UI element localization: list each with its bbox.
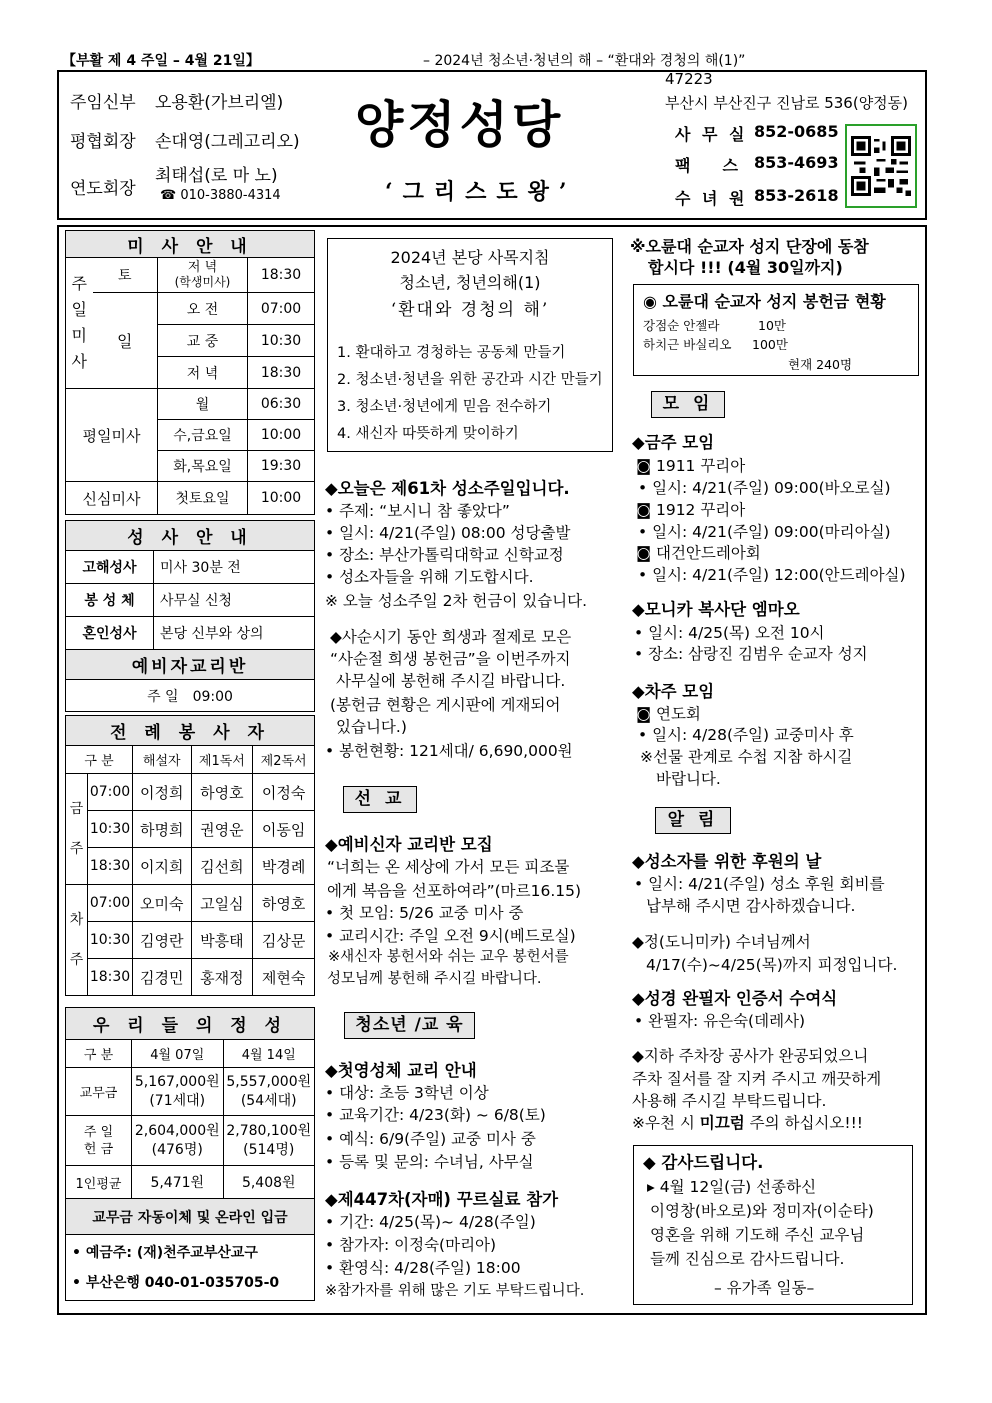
next-meeting-line: • 일시: 4/28(주일) 교중미사 후 [638,726,854,744]
offering-value: 5,557,000원 (54세대) [223,1068,315,1116]
first-communion-line: • 등록 및 문의: 수녀님, 사무실 [325,1153,534,1171]
this-week-meetings-heading: ◆금주 모임 [632,433,715,452]
lent-offering-line: ◆사순시기 동안 희생과 절제로 모은 [330,628,572,646]
meeting-line: • 일시: 4/21(주일) 09:00(바오로실) [638,479,891,497]
monica-altar-line: • 장소: 삼랑진 김범우 순교자 성지 [634,645,868,663]
vocation-line: ※ 오늘 성소주일 2차 헌금이 있습니다. [325,592,588,610]
catechumen-time: 주 일 09:00 [66,680,315,712]
sacrament-value: 미사 30분 전 [154,551,315,584]
catechumen-title: 예비자교리반 [66,650,315,680]
shrine-offering-title: ◉ 오륜대 순교자 성지 봉헌금 현황 [643,292,886,311]
policy-line3: ‘환대와 경청의 해’ [390,300,550,320]
role-yeondo-name: 최태섭(로 마 노) [155,166,278,186]
thanks-heading: ◆ 감사드립니다. [643,1153,764,1172]
cursillo-line: • 환영식: 4/28(주일) 18:00 [325,1259,521,1277]
thanks-line: 들께 진심으로 감사드립니다. [650,1250,845,1268]
parking-notice-line: 사용해 주시길 부탁드립니다. [632,1092,827,1110]
devotion-mass-label: 신심미사 [66,482,158,515]
bank-title: 교무금 자동이체 및 온라인 입금 [66,1199,315,1235]
weekday-row-time: 10:00 [248,420,315,451]
liturgy-servers-table [65,715,315,996]
shrine-appeal-line: 합시다 !!! (4월 30일까지) [648,258,843,277]
lent-offering-line: 있습니다.) [336,718,407,736]
servers-col: 해설자 [133,746,192,774]
policy-item: 1. 환대하고 경청하는 공동체 만들기 [337,345,566,361]
offering-value: 2,604,000원 (476명) [132,1116,224,1166]
meeting-line: • 일시: 4/21(주일) 12:00(안드레아실) [638,566,906,584]
server-time: 10:30 [88,811,133,848]
first-communion-line: • 예식: 6/9(주일) 교중 미사 중 [325,1130,536,1148]
offering-label: 주 일 헌 금 [66,1116,132,1166]
sun-row-time: 10:30 [248,325,315,357]
parking-notice-line: 주차 질서를 잘 지켜 주시고 깨끗하게 [632,1070,882,1088]
role-pastor-label: 주임신부 [70,93,136,113]
server-commentator: 김영란 [133,922,192,959]
sacrament-label: 고해성사 [66,551,154,584]
next-week-meetings-heading: ◆차주 모임 [632,682,715,701]
mass-schedule-table [65,230,315,515]
weekday-row-label: 수,금요일 [158,420,248,451]
offering-avg-value: 5,471원 [132,1166,224,1199]
tel-convent-num: 853-2618 [754,186,839,205]
bank-holder: • 예금주: (재)천주교부산교구 [72,1244,258,1261]
servers-title: 전 례 봉 사 자 [66,716,315,746]
server-time: 18:30 [88,848,133,885]
vocation-heading: ◆오늘은 제61차 성소주일입니다. [325,479,570,498]
mission-section-label: 선 교 [343,786,417,813]
server-reader1: 고일심 [191,885,253,922]
server-commentator: 하명희 [133,811,192,848]
offering-col: 구 분 [66,1040,132,1068]
policy-item: 4. 새신자 따뜻하게 맞이하기 [337,426,519,442]
server-reader2: 하영호 [253,885,315,922]
catechumen-recruit-line: • 교리시간: 주일 오전 9시(베드로실) [325,927,576,945]
bible-certificate-heading: ◆성경 완필자 인증서 수여식 [632,989,838,1008]
offering-label: 교무금 [66,1068,132,1116]
weekday-row-time: 19:30 [248,451,315,482]
tel-fax-label: 팩 스 [675,156,738,175]
year-theme: – 2024년 청소년·청년의 해 – “환대와 경청의 해(1)” [423,53,746,69]
server-reader1: 박흥태 [191,922,253,959]
meeting-line: ◙ 1911 꾸리아 [636,457,746,475]
servers-col: 제2독서 [253,746,315,774]
server-reader2: 이정숙 [253,774,315,811]
shrine-donor-amount: 10만 [758,318,786,333]
policy-item: 2. 청소년·청년을 위한 공간과 시간 만들기 [337,372,603,388]
server-time: 18:30 [88,959,133,996]
meeting-line: • 일시: 4/21(주일) 09:00(마리아실) [638,523,891,541]
vocation-line: • 일시: 4/21(주일) 08:00 성당출발 [325,524,571,542]
sun-row-label: 교 중 [158,325,248,357]
cursillo-heading: ◆제447차(자매) 꾸르실료 참가 [325,1190,559,1209]
weekday-row-label: 화,목요일 [158,451,248,482]
weekday-row-label: 월 [158,389,248,420]
servers-col: 제1독서 [191,746,253,774]
next-meeting-line: 바랍니다. [656,770,721,788]
thanks-line: ▸ 4월 12일(금) 선종하신 [647,1178,817,1196]
offering-value: 5,167,000원 (71세대) [132,1068,224,1116]
sun-row-label: 오 전 [158,293,248,325]
catechumen-recruit-heading: ◆예비신자 교리반 모집 [325,835,493,854]
lent-offering-line: “사순절 희생 봉헌금”을 이번주까지 [330,650,571,668]
weekday-mass-label: 평일미사 [66,389,158,482]
monica-altar-line: • 일시: 4/25(목) 오전 10시 [634,624,825,642]
server-reader2: 제현숙 [253,959,315,996]
tel-fax-num: 853-4693 [754,153,839,172]
offering-table [65,1007,315,1301]
catechumen-recruit-line: 에게 복음을 선포하여라”(마르16.15) [327,882,582,900]
vocation-support-line: 납부해 주시면 감사하겠습니다. [646,897,856,915]
lent-offering-line: (봉헌금 현황은 게시판에 게재되어 [330,696,561,714]
vocation-support-heading: ◆성소자를 위한 후원의 날 [632,852,822,871]
shrine-donor-amount: 100만 [752,337,788,352]
cursillo-line: ※참가자를 위해 많은 기도 부탁드립니다. [325,1283,585,1299]
shrine-appeal-line: ※오륜대 순교자 성지 단장에 동참 [630,237,869,256]
monica-altar-heading: ◆모니카 복사단 엠마오 [632,600,800,619]
sacrament-value: 사무실 신청 [154,584,315,617]
server-reader2: 김상문 [253,922,315,959]
zip-code: 47223 [665,70,713,88]
server-time: 10:30 [88,922,133,959]
sat-label: 토 [93,258,158,293]
meeting-line: ◙ 대건안드레아회 [636,544,761,562]
offering-avg-value: 5,408원 [223,1166,315,1199]
server-commentator: 이지희 [133,848,192,885]
role-pastor-name: 오용환(가브리엘) [155,93,284,113]
policy-line2: 청소년, 청년의해(1) [399,273,541,292]
vocation-line: • 주제: “보시니 참 좋았다” [325,502,510,520]
offering-value: 2,780,100원 (514명) [223,1116,315,1166]
server-commentator: 김경민 [133,959,192,996]
offering-avg-label: 1인평균 [66,1166,132,1199]
server-commentator: 이정희 [133,774,192,811]
role-council-label: 평협회장 [70,132,136,152]
bank-account: • 부산은행 040-01-035705-0 [72,1274,280,1291]
sunday-mass-label: 주일미사 [66,258,93,389]
devotion-mass-time: 10:00 [248,482,315,515]
catechumen-recruit-line: • 첫 모임: 5/26 교중 미사 중 [325,904,524,922]
sun-row-label: 저 녁 [158,357,248,389]
qr-code[interactable] [845,124,917,208]
server-reader2: 박경례 [253,848,315,885]
offering-col: 4월 14일 [223,1040,315,1068]
sister-retreat-line: ◆정(도니미카) 수녀님께서 [632,933,811,951]
sat-time: 18:30 [248,258,315,293]
sun-row-time: 07:00 [248,293,315,325]
role-council-name: 손대영(그레고리오) [155,132,300,152]
meeting-line: ◙ 1912 꾸리아 [636,501,746,519]
shrine-total: 현재 240명 [788,357,853,372]
meetings-section-label: 모 임 [651,391,725,418]
shrine-donor-name: 하치근 바실리오 [643,337,732,352]
server-reader1: 홍재정 [191,959,253,996]
servers-group-next-week: 차주 [66,885,88,996]
server-reader2: 이동임 [253,811,315,848]
server-reader1: 하영호 [191,774,253,811]
sacrament-label: 혼인성사 [66,617,154,650]
tel-office-num: 852-0685 [754,122,839,141]
role-yeondo-label: 연도회장 [70,179,136,199]
server-reader1: 김선희 [191,848,253,885]
catechumen-recruit-line: ※새신자 봉헌서와 쉬는 교우 봉헌서를 [328,949,569,965]
vocation-line: • 장소: 부산가톨릭대학교 신학교정 [325,546,564,564]
sat-time-label: 저 녁 (학생미사) [158,258,248,293]
role-yeondo-phone: ☎ 010-3880-4314 [160,188,281,203]
server-commentator: 오미숙 [133,885,192,922]
next-meeting-line: ※선물 관계로 수첩 지참 하시길 [640,748,853,766]
parking-notice-warning: ※우천 시 미끄럼 주의 하십시오!!! [632,1114,864,1132]
tel-office-label: 사 무 실 [675,125,748,144]
server-reader1: 권영운 [191,811,253,848]
weekday-row-time: 06:30 [248,389,315,420]
catechumen-recruit-line: 성모님께 봉헌해 주시길 바랍니다. [327,971,542,987]
parish-title: 양정성당 [355,95,565,154]
thanks-line: 이영창(바오로)와 정미자(이순타) [650,1202,874,1220]
vocation-line: • 성소자들을 위해 기도합시다. [325,568,534,586]
devotion-mass-day: 첫토요일 [158,482,248,515]
first-communion-heading: ◆첫영성체 교리 안내 [325,1061,477,1080]
thanks-line: 영혼을 위해 기도해 주신 교우님 [650,1226,865,1244]
offering-title: 우 리 들 의 정 성 [66,1008,315,1040]
sacrament-label: 봉 성 체 [66,584,154,617]
vocation-support-line: • 일시: 4/21(주일) 성소 후원 회비를 [634,875,885,893]
liturgical-date: 【부활 제 4 주일 – 4월 21일】 [62,53,260,69]
sacrament-table [65,520,315,712]
first-communion-line: • 대상: 초등 3학년 이상 [325,1084,489,1102]
policy-line1: 2024년 본당 사목지침 [390,248,550,267]
cursillo-line: • 기간: 4/25(목)~ 4/28(주일) [325,1213,536,1231]
thanks-signature: – 유가족 일동– [714,1279,815,1297]
sun-label: 일 [93,293,158,389]
bible-certificate-line: • 완필자: 유은숙(데레사) [634,1012,806,1030]
sacrament-title: 성 사 안 내 [66,521,315,551]
lent-offering-line: • 봉헌현황: 121세대/ 6,690,000원 [325,742,573,760]
server-time: 07:00 [88,774,133,811]
first-communion-line: • 교육기간: 4/23(화) ~ 6/8(토) [325,1106,546,1124]
policy-item: 3. 청소년·청년에게 믿음 전수하기 [337,399,552,415]
bank-info [66,1235,315,1301]
parking-notice-line: ◆지하 주차장 공사가 완공되었으니 [632,1047,869,1065]
sister-retreat-line: 4/17(수)~4/25(목)까지 피정입니다. [646,956,898,974]
parish-subtitle: ‘그리스도왕’ [385,179,577,205]
mass-title: 미 사 안 내 [66,231,315,258]
cursillo-line: • 참가자: 이정숙(마리아) [325,1236,497,1254]
servers-col: 구 분 [66,746,133,774]
address: 부산시 부산진구 진남로 536(양정동) [665,94,909,112]
next-meeting-line: ◙ 연도회 [636,705,701,723]
server-time: 07:00 [88,885,133,922]
sacrament-value: 본당 신부와 상의 [154,617,315,650]
offering-col: 4월 07일 [132,1040,224,1068]
tel-convent-label: 수 녀 원 [675,189,748,208]
lent-offering-line: 사무실에 봉헌해 주시길 바랍니다. [336,672,566,690]
shrine-donor-name: 강점순 안젤라 [643,318,720,333]
sun-row-time: 18:30 [248,357,315,389]
servers-group-this-week: 금주 [66,774,88,885]
catechumen-recruit-line: “너희는 온 세상에 가서 모든 피조물 [327,858,570,876]
notice-section-label: 알 림 [655,807,731,834]
youth-section-label: 청소년 /교 육 [344,1012,475,1039]
